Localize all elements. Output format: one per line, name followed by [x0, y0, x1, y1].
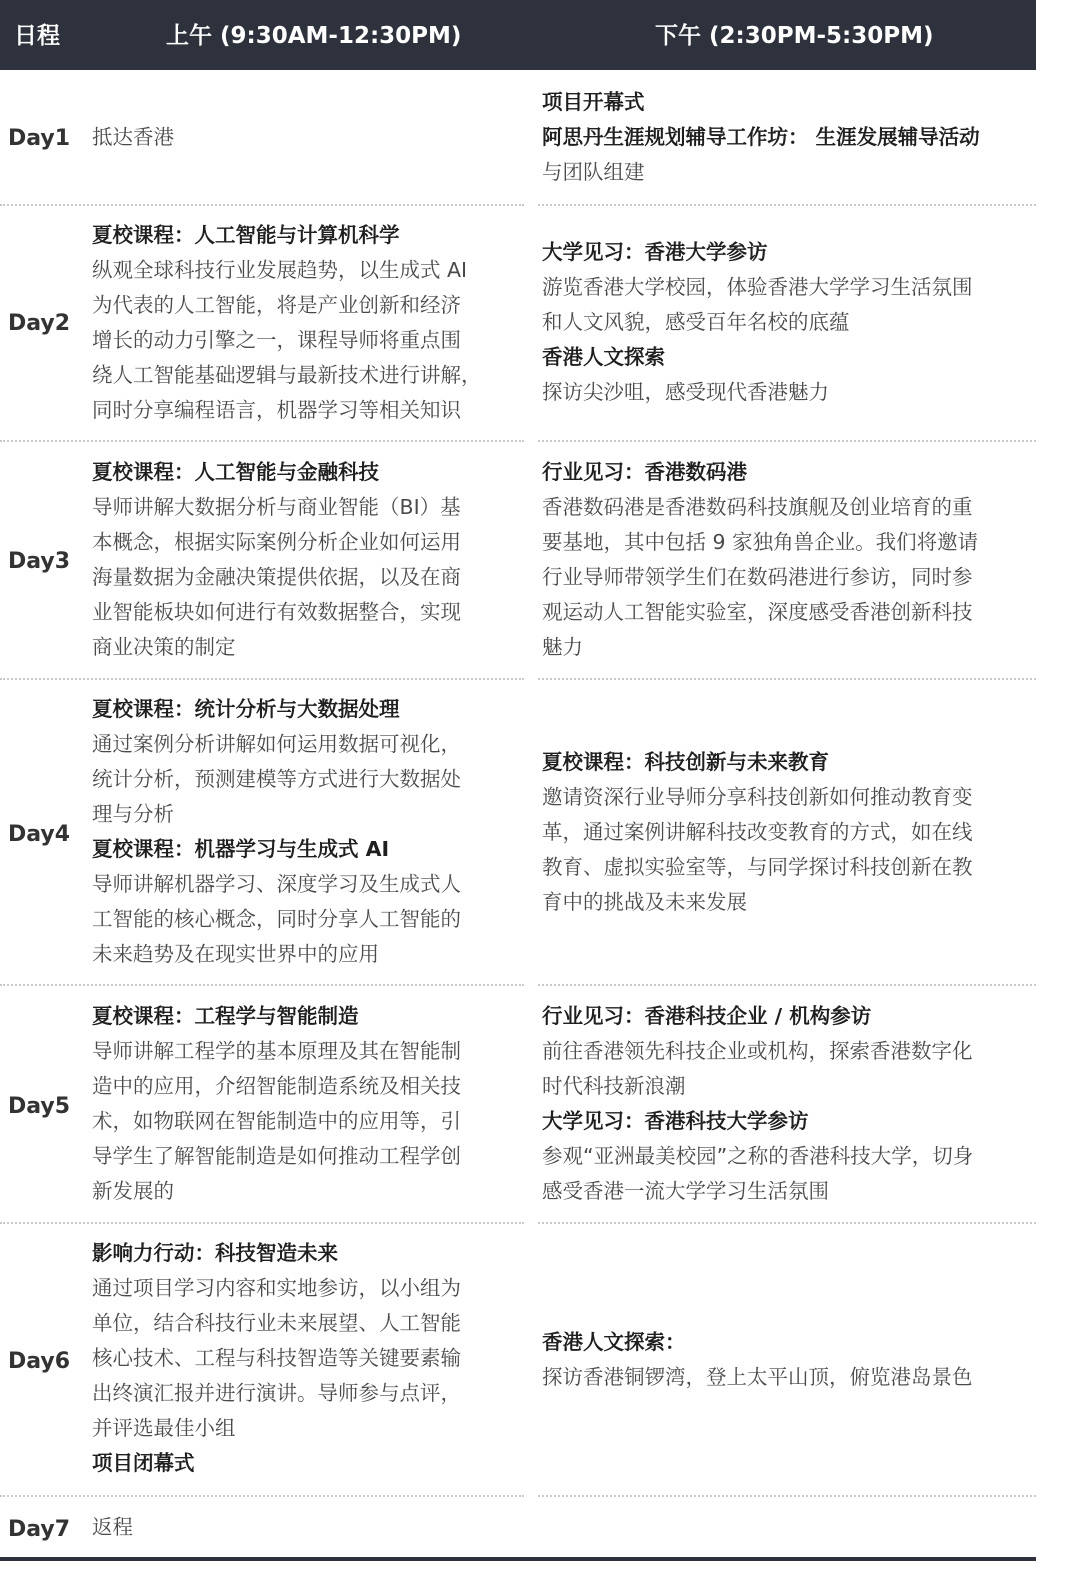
row-divider: [538, 984, 1036, 986]
activity-text: 导学生了解智能制造是如何推动工程学创: [92, 1144, 461, 1168]
activity-title: 项目开幕式: [542, 90, 645, 114]
activity-text: 魅力: [542, 635, 583, 659]
activity-text: 统计分析，预测建模等方式进行大数据处: [92, 767, 461, 791]
activity-text: 时代科技新浪潮: [542, 1074, 686, 1098]
afternoon-cell: [542, 455, 1032, 665]
activity-text: 要基地，其中包括 9 家独角兽企业。我们将邀请: [542, 530, 979, 554]
activity-text: 行业导师带领学生们在数码港进行参访，同时参: [542, 565, 973, 589]
activity-text: 商业决策的制定: [92, 635, 236, 659]
table-bottom-border: [0, 1557, 1036, 1561]
activity-title: 香港人文探索: [542, 345, 665, 369]
activity-text: 业智能板块如何进行有效数据整合，实现: [92, 600, 461, 624]
afternoon-cell: [542, 1325, 1032, 1395]
activity-text: 教育、虚拟实验室等，与同学探讨科技创新在教: [542, 855, 973, 879]
afternoon-cell: [542, 999, 1032, 1209]
activity-title: 夏校课程：机器学习与生成式 AI: [92, 837, 390, 861]
activity-text: 育中的挑战及未来发展: [542, 890, 747, 914]
row-divider: [0, 1495, 524, 1497]
activity-text: 工智能的核心概念，同时分享人工智能的: [92, 907, 461, 931]
header-day: 日程: [14, 23, 60, 49]
row-divider: [538, 1495, 1036, 1497]
day-label: Day6: [8, 1349, 71, 1374]
activity-text: 返程: [92, 1515, 133, 1539]
activity-text: 邀请资深行业导师分享科技创新如何推动教育变: [542, 785, 973, 809]
activity-title: 阿思丹生涯规划辅导工作坊： 生涯发展辅导活动: [542, 125, 980, 149]
activity-title: 大学见习：香港大学参访: [542, 240, 768, 264]
activity-text: 并评选最佳小组: [92, 1416, 236, 1440]
activity-title: 夏校课程：科技创新与未来教育: [542, 750, 829, 774]
activity-text: 观运动人工智能实验室，深度感受香港创新科技: [542, 600, 973, 624]
activity-text: 和人文风貌，感受百年名校的底蕴: [542, 310, 850, 334]
activity-title: 夏校课程：工程学与智能制造: [92, 1004, 359, 1028]
day-label: Day2: [8, 311, 71, 336]
activity-title: 夏校课程：人工智能与金融科技: [92, 460, 379, 484]
activity-text: 导师讲解工程学的基本原理及其在智能制: [92, 1039, 461, 1063]
activity-text: 香港数码港是香港数码科技旗舰及创业培育的重: [542, 495, 973, 519]
activity-text: 游览香港大学校园，体验香港大学学习生活氛围: [542, 275, 973, 299]
morning-cell: [92, 218, 522, 428]
activity-title: 夏校课程：统计分析与大数据处理: [92, 697, 400, 721]
row-divider: [0, 678, 524, 680]
row-divider: [0, 204, 524, 206]
row-divider: [538, 440, 1036, 442]
morning-cell: [92, 455, 522, 665]
row-divider: [538, 204, 1036, 206]
activity-text: 出终演汇报并进行演讲。导师参与点评，: [92, 1381, 461, 1405]
activity-title: 项目闭幕式: [92, 1451, 195, 1475]
schedule-header: [0, 0, 1036, 70]
header-morning: 上午 (9:30AM-12:30PM): [166, 23, 462, 49]
activity-text: 增长的动力引擎之一，课程导师将重点围: [92, 328, 461, 352]
activity-text: 海量数据为金融决策提供依据，以及在商: [92, 565, 461, 589]
morning-cell: [92, 120, 522, 155]
row-divider: [538, 678, 1036, 680]
activity-text: 核心技术、工程与科技智造等关键要素输: [92, 1346, 461, 1370]
activity-title: 香港人文探索：: [542, 1330, 686, 1354]
morning-cell: [92, 1236, 522, 1481]
activity-text: 为代表的人工智能，将是产业创新和经济: [92, 293, 461, 317]
activity-title: 夏校课程：人工智能与计算机科学: [92, 223, 400, 247]
day-label: Day3: [8, 549, 71, 574]
day-label: Day1: [8, 126, 71, 151]
afternoon-cell: [542, 235, 1032, 410]
morning-cell: [92, 692, 522, 972]
activity-text: 抵达香港: [92, 125, 174, 149]
activity-text: 绕人工智能基础逻辑与最新技术进行讲解，: [92, 363, 482, 387]
activity-text: 纵观全球科技行业发展趋势，以生成式 AI: [92, 258, 468, 282]
activity-text: 探访尖沙咀，感受现代香港魅力: [542, 380, 829, 404]
activity-text: 探访香港铜锣湾，登上太平山顶，俯览港岛景色: [542, 1365, 973, 1389]
activity-text: 参观“亚洲最美校园”之称的香港科技大学，切身: [542, 1144, 974, 1168]
activity-text: 单位，结合科技行业未来展望、人工智能: [92, 1311, 461, 1335]
activity-text: 本概念，根据实际案例分析企业如何运用: [92, 530, 461, 554]
activity-title: 影响力行动：科技智造未来: [92, 1241, 338, 1265]
day-label: Day7: [8, 1517, 71, 1542]
activity-title: 大学见习：香港科技大学参访: [542, 1109, 809, 1133]
activity-text: 未来趋势及在现实世界中的应用: [92, 942, 379, 966]
activity-text: 导师讲解机器学习、深度学习及生成式人: [92, 872, 461, 896]
activity-text: 革，通过案例讲解科技改变教育的方式，如在线: [542, 820, 973, 844]
activity-title: 行业见习：香港数码港: [542, 460, 747, 484]
row-divider: [0, 440, 524, 442]
morning-cell: [92, 999, 522, 1209]
row-divider: [538, 1222, 1036, 1224]
activity-text: 通过项目学习内容和实地参访，以小组为: [92, 1276, 461, 1300]
activity-title: 行业见习：香港科技企业 / 机构参访: [542, 1004, 872, 1028]
day-label: Day5: [8, 1094, 71, 1119]
activity-text: 前往香港领先科技企业或机构，探索香港数字化: [542, 1039, 973, 1063]
activity-text: 新发展的: [92, 1179, 174, 1203]
activity-text: 术，如物联网在智能制造中的应用等，引: [92, 1109, 461, 1133]
activity-text: 理与分析: [92, 802, 174, 826]
activity-text: 造中的应用，介绍智能制造系统及相关技: [92, 1074, 461, 1098]
afternoon-cell: [542, 85, 1032, 190]
morning-cell: [92, 1510, 522, 1545]
row-divider: [0, 1222, 524, 1224]
activity-text: 感受香港一流大学学习生活氛围: [542, 1179, 829, 1203]
header-afternoon: 下午 (2:30PM-5:30PM): [655, 23, 934, 49]
day-label: Day4: [8, 822, 71, 847]
afternoon-cell: [542, 745, 1032, 920]
row-divider: [0, 984, 524, 986]
activity-text: 与团队组建: [542, 160, 645, 184]
activity-text: 同时分享编程语言，机器学习等相关知识: [92, 398, 461, 422]
activity-text: 通过案例分析讲解如何运用数据可视化，: [92, 732, 461, 756]
activity-text: 导师讲解大数据分析与商业智能（BI）基: [92, 495, 461, 519]
